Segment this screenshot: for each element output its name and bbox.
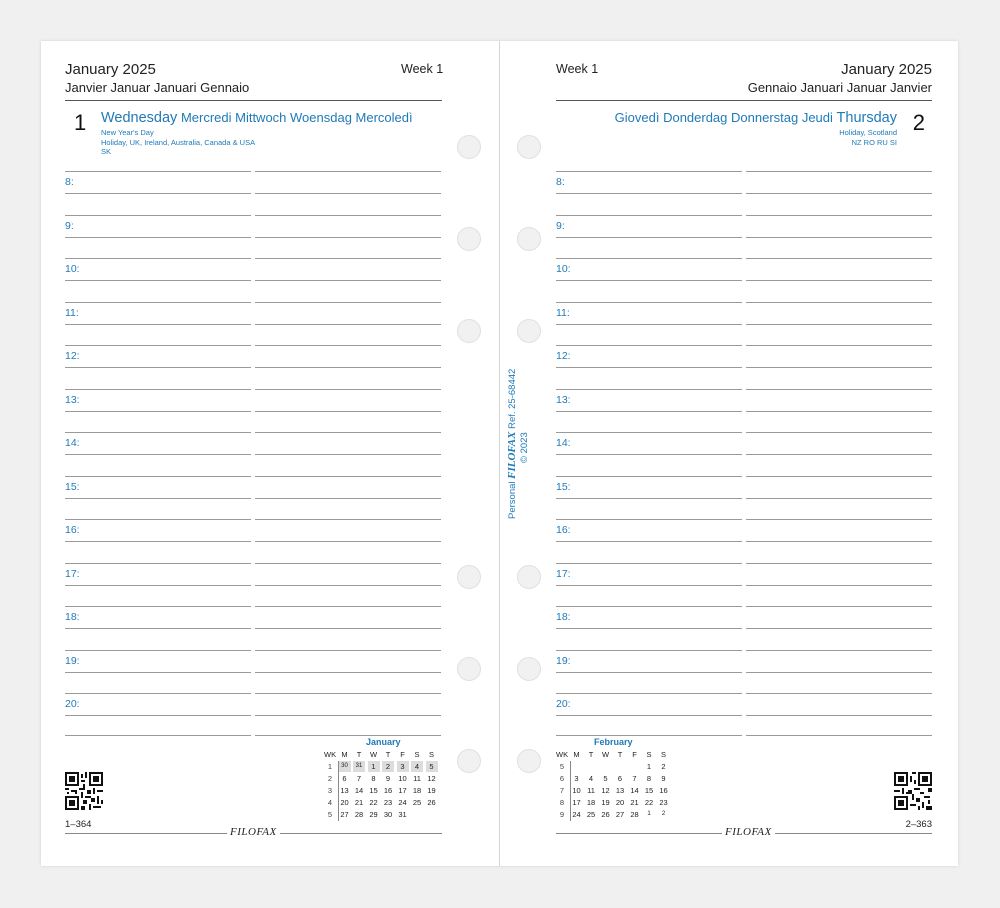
mini-calendar-day: 16 (659, 786, 668, 795)
writing-line (556, 541, 742, 542)
writing-line (746, 476, 932, 477)
mini-calendar-day: 7 (356, 774, 362, 783)
writing-line (746, 280, 932, 281)
mini-calendar-day: 18 (412, 786, 422, 795)
mini-calendar-day: 13 (340, 786, 349, 795)
hour-label: 9: (556, 220, 565, 232)
hour-label: 10: (65, 263, 80, 275)
writing-line (746, 672, 932, 673)
writing-line (65, 735, 251, 736)
writing-line (556, 454, 742, 455)
mini-calendar-day: 6 (342, 774, 347, 783)
writing-line (746, 454, 932, 455)
writing-line (556, 237, 742, 238)
mini-calendar-day: 21 (630, 798, 639, 807)
holiday-line: NZ RO RU SI (851, 137, 897, 147)
writing-line (556, 280, 742, 281)
qr-code (894, 772, 932, 810)
writing-line (746, 345, 932, 346)
writing-line (65, 193, 251, 194)
writing-line (65, 672, 251, 673)
writing-line (556, 345, 742, 346)
writing-line (746, 585, 932, 586)
mini-calendar-day: 12 (601, 786, 610, 795)
writing-line (556, 650, 742, 651)
writing-line (65, 324, 251, 325)
mini-calendar-day: 11 (413, 774, 421, 783)
writing-line (255, 606, 441, 607)
header-rule (556, 100, 932, 101)
mini-calendar-day (585, 761, 597, 772)
mini-calendar-day: 10 (398, 774, 407, 783)
filofax-logo: FILOFAX (227, 826, 280, 838)
week-label: Week 1 (401, 62, 444, 76)
page-number: 1–364 (65, 819, 92, 830)
mini-calendar-week-number: 1 (327, 762, 333, 771)
writing-line (255, 585, 441, 586)
writing-line (746, 498, 932, 499)
mini-calendar-february (556, 737, 676, 827)
writing-line (556, 498, 742, 499)
writing-line (65, 606, 251, 607)
month-translations: Janvier Januar Januari Gennaio (65, 80, 250, 95)
writing-line (556, 563, 742, 564)
writing-line (556, 302, 742, 303)
day-name-main: Thursday (836, 110, 897, 126)
hour-label: 13: (65, 394, 80, 406)
hour-label: 20: (556, 698, 571, 710)
header-rule (65, 100, 442, 101)
writing-line (255, 715, 441, 716)
mini-calendar-day: 29 (369, 810, 378, 819)
hour-label: 17: (65, 568, 80, 580)
writing-line (255, 476, 441, 477)
writing-line (65, 237, 251, 238)
writing-line (65, 411, 251, 412)
writing-line (65, 476, 251, 477)
hour-label: 16: (65, 524, 80, 536)
mini-calendar-day: 18 (586, 798, 596, 807)
mini-calendar-day: 22 (644, 798, 654, 807)
mini-calendar-header: S (414, 750, 420, 759)
holiday-line: SK (101, 147, 112, 156)
hour-label: 8: (65, 176, 74, 188)
mini-calendar-day: 2 (382, 761, 394, 772)
writing-line (746, 650, 932, 651)
mini-calendar-day: 31 (398, 810, 407, 819)
day-name (101, 110, 413, 126)
day-name-translations: Giovedì Donderdag Donnerstag Jeudi (614, 110, 833, 125)
writing-line (65, 258, 251, 259)
writing-line (556, 585, 742, 586)
mini-calendar-day: 16 (383, 786, 393, 795)
mini-calendar-day: 8 (646, 774, 652, 783)
mini-calendar-day: 11 (587, 786, 595, 795)
writing-line (556, 215, 742, 216)
holiday-line: Holiday, UK, Ireland, Australia, Canada & USA (101, 137, 256, 147)
mini-calendar-day: 22 (369, 798, 378, 807)
mini-calendar-header: S (646, 750, 652, 759)
writing-line (746, 693, 932, 694)
mini-calendar-day: 25 (412, 798, 422, 807)
writing-line (746, 367, 932, 368)
writing-line (746, 628, 932, 629)
punch-hole (457, 749, 481, 773)
mini-calendar-week-number: 2 (327, 774, 333, 783)
mini-calendar-header: T (617, 750, 623, 759)
mini-calendar-day: 23 (659, 798, 668, 807)
mini-calendar-day: 31 (353, 761, 365, 772)
mini-calendar-day: 9 (661, 774, 666, 783)
writing-line (556, 606, 742, 607)
mini-calendar-week-number: 4 (327, 798, 333, 807)
hour-label: 18: (556, 611, 571, 623)
spine-copyright: © 2023 (519, 432, 530, 463)
hour-label: 19: (65, 655, 80, 667)
hour-label: 14: (556, 437, 571, 449)
planner-spread (41, 41, 958, 866)
spine-size: Personal (507, 481, 518, 519)
mini-calendar-day: 1 (368, 761, 380, 772)
spine-ref: Ref. 25-68442 (507, 368, 518, 429)
mini-calendar-day: 5 (426, 761, 438, 772)
mini-calendar-day: 14 (630, 786, 639, 795)
mini-calendar-january (324, 737, 444, 827)
mini-calendar-week-number: 3 (327, 786, 333, 795)
writing-line (556, 258, 742, 259)
spine-imprint (506, 369, 531, 519)
writing-line (255, 389, 441, 390)
hour-label: 12: (65, 350, 80, 362)
writing-line (746, 715, 932, 716)
writing-line (255, 672, 441, 673)
writing-line (255, 367, 441, 368)
hour-label: 15: (65, 481, 80, 493)
mini-calendar-header: WK (556, 750, 569, 759)
writing-line (65, 302, 251, 303)
mini-calendar-day (571, 761, 583, 772)
hour-label: 16: (556, 524, 571, 536)
writing-line (255, 541, 441, 542)
hour-label: 12: (556, 350, 571, 362)
writing-line (65, 345, 251, 346)
day-name-main: Wednesday (101, 110, 178, 126)
mini-calendar-day: 8 (371, 774, 376, 783)
punch-hole (457, 657, 481, 681)
writing-line (255, 345, 441, 346)
writing-line (65, 367, 251, 368)
hour-label: 8: (556, 176, 565, 188)
mini-calendar-day (426, 809, 438, 820)
left-page (41, 41, 499, 866)
punch-hole (457, 135, 481, 159)
month-title: January 2025 (841, 61, 932, 78)
punch-hole (457, 227, 481, 251)
writing-line (65, 650, 251, 651)
writing-line (255, 563, 441, 564)
holiday-line: New Year's Day (101, 128, 154, 137)
mini-calendar-day: 26 (427, 798, 436, 807)
writing-line (746, 193, 932, 194)
writing-line (746, 519, 932, 520)
writing-line (746, 411, 932, 412)
writing-line (255, 519, 441, 520)
mini-calendar-day: 9 (385, 774, 391, 783)
mini-calendar-day: 20 (615, 798, 625, 807)
writing-line (556, 693, 742, 694)
writing-line (65, 585, 251, 586)
writing-line (255, 498, 441, 499)
month-title: January 2025 (65, 61, 156, 78)
hour-label: 13: (556, 394, 571, 406)
mini-calendar-day: 27 (340, 810, 349, 819)
mini-calendar-header: W (369, 750, 378, 759)
writing-line (556, 193, 742, 194)
mini-calendar-header: F (400, 750, 405, 759)
mini-calendar-day: 13 (615, 786, 625, 795)
writing-line (255, 302, 441, 303)
right-page (500, 41, 958, 866)
mini-calendar-header: S (428, 750, 434, 759)
mini-calendar-day (600, 761, 612, 772)
writing-line (255, 454, 441, 455)
writing-line (746, 563, 932, 564)
writing-line (255, 650, 441, 651)
mini-calendar-day: 27 (615, 810, 625, 819)
writing-line (556, 735, 742, 736)
writing-line (255, 258, 441, 259)
mini-calendar-day: 19 (427, 786, 436, 795)
writing-line (556, 476, 742, 477)
hour-label: 15: (556, 481, 571, 493)
mini-calendar-week-number: 9 (559, 810, 565, 819)
writing-line (746, 215, 932, 216)
hour-label: 17: (556, 568, 571, 580)
holiday-info (101, 128, 255, 157)
writing-line (556, 367, 742, 368)
mini-calendar-header: T (385, 750, 391, 759)
mini-calendar-day: 4 (411, 761, 423, 772)
writing-line (65, 454, 251, 455)
punch-hole (517, 565, 541, 589)
mini-calendar-day: 1 (646, 762, 652, 771)
mini-calendar-day: 12 (427, 774, 436, 783)
mini-calendar-week-number: 8 (559, 798, 565, 807)
punch-hole (517, 749, 541, 773)
mini-calendar-day: 6 (617, 774, 623, 783)
writing-line (65, 563, 251, 564)
mini-calendar-day: 24 (572, 810, 581, 819)
writing-line (255, 324, 441, 325)
writing-line (556, 628, 742, 629)
writing-line (746, 606, 932, 607)
writing-line (65, 693, 251, 694)
mini-calendar-day: 2 (661, 762, 666, 771)
mini-calendar-day: 25 (586, 810, 596, 819)
mini-calendar-week-number: 5 (559, 762, 565, 771)
mini-calendar-day: 17 (398, 786, 407, 795)
mini-calendar-day: 24 (398, 798, 407, 807)
writing-line (65, 715, 251, 716)
mini-calendar-day: 19 (601, 798, 610, 807)
mini-calendar-day: 14 (354, 786, 364, 795)
spine-logo: FILOFAX (506, 431, 518, 479)
mini-calendar-week-number: 6 (559, 774, 565, 783)
writing-line (556, 715, 742, 716)
mini-calendar-day: 4 (588, 774, 594, 783)
mini-calendar-day: 26 (601, 810, 610, 819)
writing-line (255, 411, 441, 412)
mini-calendar-day: 20 (340, 798, 349, 807)
writing-line (746, 324, 932, 325)
hour-label: 11: (65, 307, 79, 319)
writing-line (255, 628, 441, 629)
mini-calendar-header: F (632, 750, 637, 759)
mini-calendar-day: 30 (383, 810, 393, 819)
mini-calendar-header: M (341, 750, 348, 759)
writing-line (255, 193, 441, 194)
mini-calendar-day: 1 (647, 811, 651, 817)
punch-hole (517, 319, 541, 343)
writing-line (556, 389, 742, 390)
hour-label: 9: (65, 220, 74, 232)
day-number: 1 (74, 110, 87, 135)
writing-line (556, 519, 742, 520)
mini-calendar-header: T (588, 750, 594, 759)
month-translations: Gennaio Januari Januar Janvier (747, 80, 932, 95)
writing-line (746, 735, 932, 736)
writing-line (255, 237, 441, 238)
writing-line (556, 324, 742, 325)
writing-line (255, 432, 441, 433)
punch-hole (517, 657, 541, 681)
mini-calendar-day: 17 (572, 798, 581, 807)
mini-calendar-day: 3 (397, 761, 409, 772)
mini-calendar-week-number: 7 (559, 786, 565, 795)
mini-calendar-header: S (660, 750, 666, 759)
writing-line (746, 302, 932, 303)
writing-line (65, 389, 251, 390)
hour-label: 20: (65, 698, 80, 710)
mini-calendar-day: 15 (369, 786, 378, 795)
writing-line (65, 519, 251, 520)
mini-calendar-header: W (601, 750, 610, 759)
week-label: Week 1 (556, 62, 599, 76)
writing-line (65, 432, 251, 433)
writing-line (746, 432, 932, 433)
writing-line (65, 498, 251, 499)
hour-label: 14: (65, 437, 80, 449)
mini-calendar-day: 5 (603, 774, 608, 783)
hour-label: 19: (556, 655, 571, 667)
day-name (615, 110, 897, 126)
writing-line (746, 171, 932, 172)
mini-calendar-day: 28 (354, 810, 364, 819)
mini-calendar-day: 23 (383, 798, 393, 807)
punch-hole (517, 227, 541, 251)
hour-label: 18: (65, 611, 80, 623)
writing-line (65, 541, 251, 542)
mini-calendar-day: 15 (644, 786, 654, 795)
writing-line (255, 171, 441, 172)
mini-calendar-day: 7 (632, 774, 637, 783)
writing-line (746, 541, 932, 542)
filofax-logo: FILOFAX (722, 826, 775, 838)
writing-line (65, 215, 251, 216)
writing-line (556, 432, 742, 433)
mini-calendar-week-number: 5 (327, 810, 333, 819)
writing-line (746, 258, 932, 259)
mini-calendar-day: 28 (630, 810, 639, 819)
mini-calendar-header: T (356, 750, 362, 759)
hour-label: 10: (556, 263, 571, 275)
mini-calendar-header: M (573, 750, 580, 759)
writing-line (65, 280, 251, 281)
mini-calendar-day: 3 (574, 774, 579, 783)
page-number: 2–363 (905, 819, 932, 830)
day-name-translations: Mercredi Mittwoch Woensdag Mercoledì (180, 110, 413, 125)
mini-calendar-month: February (594, 737, 633, 747)
writing-line (255, 735, 441, 736)
writing-line (556, 171, 742, 172)
writing-line (556, 672, 742, 673)
qr-code (65, 772, 103, 810)
holiday-info (839, 128, 897, 147)
hour-label: 11: (556, 307, 570, 319)
mini-calendar-day: 30 (339, 761, 351, 772)
writing-line (255, 280, 441, 281)
punch-hole (457, 319, 481, 343)
mini-calendar-day (411, 809, 423, 820)
writing-line (65, 171, 251, 172)
mini-calendar-day: 21 (354, 798, 364, 807)
writing-line (65, 628, 251, 629)
holiday-line: Holiday, Scotland (839, 128, 897, 137)
writing-line (746, 389, 932, 390)
day-number: 2 (912, 110, 925, 135)
mini-calendar-header: WK (324, 750, 337, 759)
mini-calendar-day (614, 761, 626, 772)
writing-line (556, 411, 742, 412)
writing-line (746, 237, 932, 238)
punch-hole (457, 565, 481, 589)
punch-hole (517, 135, 541, 159)
writing-line (255, 215, 441, 216)
mini-calendar-month: January (366, 737, 401, 747)
writing-line (255, 693, 441, 694)
mini-calendar-day: 2 (661, 811, 666, 817)
mini-calendar-day: 10 (572, 786, 581, 795)
mini-calendar-day (629, 761, 641, 772)
